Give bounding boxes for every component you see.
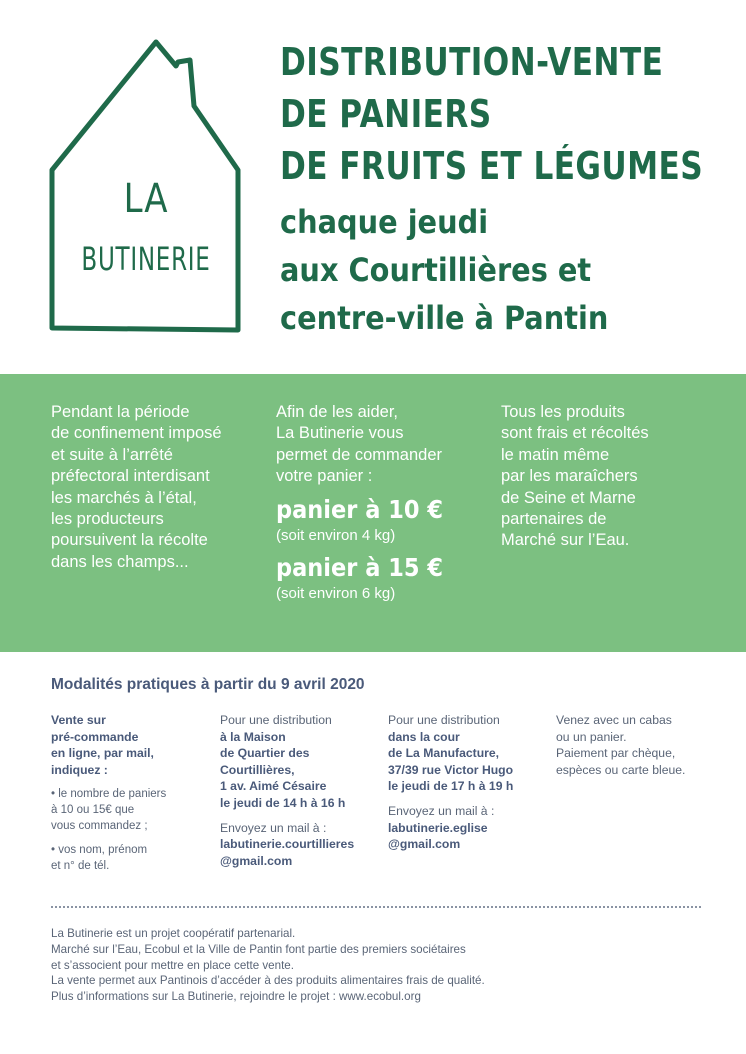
text-line: 37/39 rue Victor Hugo: [388, 762, 514, 777]
subtitle-line: chaque jeudi: [280, 203, 489, 241]
main-title: [280, 36, 730, 192]
products-column: [501, 402, 721, 552]
logo-text-butinerie: BUTINERIE: [81, 240, 211, 278]
price-10: panier à 10 €: [276, 494, 444, 524]
text-line: par les maraîchers: [501, 467, 638, 486]
text-line: Afin de les aider,: [276, 403, 398, 421]
text-line: de Seine et Marne: [501, 488, 636, 507]
footer-line: La vente permet aux Pantinois d’accéder à des produits alimentaires frais de qualité.: [51, 974, 485, 988]
email-link[interactable]: @gmail.com: [388, 837, 461, 852]
subtitle-line: centre-ville à Pantin: [280, 299, 609, 337]
text-line: Pendant la période: [51, 403, 190, 421]
preorder-column: [51, 712, 201, 874]
text-line: Envoyez un mail à :: [388, 803, 495, 818]
text-line: dans les champs...: [51, 552, 189, 571]
text-line: les marchés à l’étal,: [51, 488, 197, 507]
text-line: Marché sur l’Eau.: [501, 531, 630, 550]
title-line: DE PANIERS: [280, 92, 492, 136]
text-line: 1 av. Aimé Césaire: [220, 779, 327, 794]
text-line: à la Maison: [220, 729, 286, 744]
text-line: Courtillières,: [220, 762, 295, 777]
logo-text-la: LA: [123, 176, 169, 222]
text-line: ou un panier.: [556, 729, 627, 744]
text-line: Venez avec un cabas: [556, 713, 672, 727]
subtitle-line: aux Courtillières et: [280, 251, 592, 289]
text-line: Pour une distribution: [220, 713, 332, 727]
text-line: votre panier :: [276, 467, 373, 486]
text-line: de confinement imposé: [51, 424, 222, 443]
text-line: La Butinerie vous: [276, 424, 404, 443]
text-line: de Quartier des: [220, 746, 310, 761]
text-line: sont frais et récoltés: [501, 424, 649, 443]
text-line: à 10 ou 15€ que: [51, 804, 135, 817]
subtitle: [280, 198, 730, 342]
modalites-title: Modalités pratiques à partir du 9 avril 2020: [51, 676, 365, 693]
text-line: et suite à l’arrêté: [51, 445, 173, 464]
text-line: en ligne, par mail,: [51, 746, 154, 761]
centre-ville-column: [388, 712, 548, 853]
text-line: le jeudi de 14 h à 16 h: [220, 795, 346, 810]
text-line: Tous les produits: [501, 403, 625, 421]
text-line: Vente sur: [51, 713, 106, 727]
text-line: le jeudi de 17 h à 19 h: [388, 779, 514, 794]
footer-line: et s’associent pour mettre en place cette vente.: [51, 958, 294, 972]
order-column: [276, 402, 486, 604]
payment-column: [556, 712, 726, 778]
text-line: Pour une distribution: [388, 713, 500, 727]
email-link[interactable]: labutinerie.eglise: [388, 820, 488, 835]
text-line: le matin même: [501, 445, 610, 464]
text-line: permet de commander: [276, 445, 442, 464]
text-line: vous commandez ;: [51, 820, 148, 833]
text-line: et n° de tél.: [51, 860, 110, 873]
text-line: Paiement par chèque,: [556, 746, 676, 761]
text-line: pré-commande: [51, 729, 139, 744]
text-line: • le nombre de paniers: [51, 788, 167, 801]
text-line: de La Manufacture,: [388, 746, 500, 761]
title-line: DISTRIBUTION-VENTE: [280, 40, 664, 84]
text-line: indiquez :: [51, 762, 108, 777]
price-15: panier à 15 €: [276, 552, 444, 582]
text-line: dans la cour: [388, 729, 460, 744]
price-15-note: (soit environ 6 kg): [276, 584, 396, 602]
footer-text: [51, 926, 711, 1005]
text-line: partenaires de: [501, 510, 607, 529]
title-line: DE FRUITS ET LÉGUMES: [280, 144, 704, 188]
price-10-note: (soit environ 4 kg): [276, 526, 396, 544]
context-column: [51, 402, 261, 573]
courtillieres-column: [220, 712, 380, 869]
footer-line: Marché sur l’Eau, Ecobul et la Ville de Pantin font partie des premiers sociétaires: [51, 942, 466, 956]
text-line: poursuivent la récolte: [51, 531, 208, 550]
text-line: préfectoral interdisant: [51, 467, 210, 486]
footer-line: Plus d’informations sur La Butinerie, rejoindre le projet : www.ecobul.org: [51, 990, 421, 1004]
text-line: les producteurs: [51, 510, 164, 529]
text-line: Envoyez un mail à :: [220, 820, 327, 835]
footer-line: La Butinerie est un projet coopératif partenarial.: [51, 927, 296, 940]
text-line: • vos nom, prénom: [51, 844, 148, 857]
email-link[interactable]: @gmail.com: [220, 853, 293, 868]
text-line: espèces ou carte bleue.: [556, 762, 686, 777]
dotted-divider: [51, 906, 701, 908]
email-link[interactable]: labutinerie.courtillieres: [220, 837, 355, 852]
